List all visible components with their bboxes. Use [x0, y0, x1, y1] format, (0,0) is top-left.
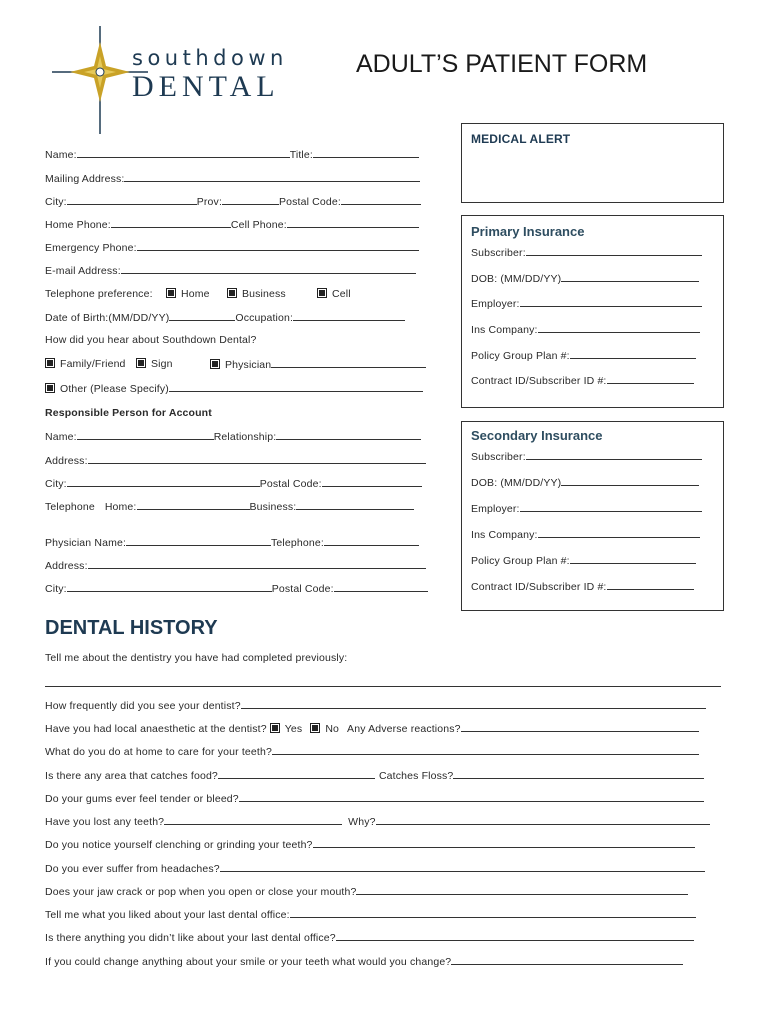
secondary-employer-field[interactable]: Employer:	[471, 502, 702, 515]
dental-history-title: DENTAL HISTORY	[45, 617, 218, 639]
primary-dob-field[interactable]: DOB: (MM/DD/YY)	[471, 272, 699, 285]
telephone-preference: Telephone preference:	[45, 288, 153, 300]
responsible-address-field[interactable]: Address:	[45, 454, 426, 467]
history-q10[interactable]: Does your jaw crack or pop when you open or close your mouth?	[45, 885, 688, 898]
referral-other-checkbox[interactable]: Other (Please Specify)	[42, 382, 423, 395]
pref-cell-checkbox[interactable]: Cell	[314, 288, 351, 300]
responsible-city-field[interactable]: City: Postal Code:	[45, 477, 422, 490]
secondary-insurance-title: Secondary Insurance	[471, 428, 603, 443]
primary-policy-field[interactable]: Policy Group Plan #:	[471, 349, 696, 362]
phone-field[interactable]: Home Phone: Cell Phone:	[45, 218, 419, 231]
name-field[interactable]: Name: Title:	[45, 148, 419, 161]
referral-family-checkbox[interactable]: Family/Friend	[42, 358, 126, 370]
primary-contract-field[interactable]: Contract ID/Subscriber ID #:	[471, 374, 694, 387]
medical-alert-title: MEDICAL ALERT	[471, 132, 571, 146]
pref-home-checkbox[interactable]: Home	[163, 288, 210, 300]
secondary-insurance-box	[461, 421, 724, 611]
physician-address-field[interactable]: Address:	[45, 559, 426, 572]
history-q5[interactable]: Is there any area that catches food? Catches Floss?	[45, 769, 704, 782]
responsible-heading: Responsible Person for Account	[45, 407, 212, 419]
physician-name-field[interactable]: Physician Name: Telephone:	[45, 536, 419, 549]
history-q9[interactable]: Do you ever suffer from headaches?	[45, 862, 705, 875]
referral-physician-checkbox[interactable]: Physician	[207, 358, 426, 371]
email-field[interactable]: E-mail Address:	[45, 264, 416, 277]
primary-ins-company-field[interactable]: Ins Company:	[471, 323, 700, 336]
emergency-phone-field[interactable]: Emergency Phone:	[45, 241, 419, 254]
medical-alert-box[interactable]	[461, 123, 724, 203]
secondary-subscriber-field[interactable]: Subscriber:	[471, 450, 702, 463]
history-q3[interactable]: Have you had local anaesthetic at the dentist? Yes No Any Adverse reactions?	[45, 722, 699, 735]
primary-insurance-box	[461, 215, 724, 408]
logo	[50, 24, 310, 136]
history-q1-answer-line[interactable]	[45, 686, 721, 687]
responsible-telephone-field[interactable]: Telephone Home: Business:	[45, 500, 414, 513]
secondary-ins-company-field[interactable]: Ins Company:	[471, 528, 700, 541]
pref-business-checkbox[interactable]: Business	[224, 288, 286, 300]
secondary-dob-field[interactable]: DOB: (MM/DD/YY)	[471, 476, 699, 489]
referral-sign-checkbox[interactable]: Sign	[133, 358, 173, 370]
dob-occupation-field[interactable]: Date of Birth:(MM/DD/YY) Occupation:	[45, 311, 405, 324]
history-q2[interactable]: How frequently did you see your dentist?	[45, 699, 706, 712]
logo-dental: DENTAL	[132, 70, 280, 103]
history-q11[interactable]: Tell me what you liked about your last dental office:	[45, 908, 696, 921]
history-q8[interactable]: Do you notice yourself clenching or grinding your teeth?	[45, 838, 695, 851]
responsible-name-field[interactable]: Name: Relationship:	[45, 430, 421, 443]
physician-city-field[interactable]: City: Postal Code:	[45, 582, 428, 595]
secondary-contract-field[interactable]: Contract ID/Subscriber ID #:	[471, 580, 694, 593]
secondary-policy-field[interactable]: Policy Group Plan #:	[471, 554, 696, 567]
history-q1: Tell me about the dentistry you have had completed previously:	[45, 652, 348, 664]
history-q6[interactable]: Do your gums ever feel tender or bleed?	[45, 792, 704, 805]
referral-question: How did you hear about Southdown Dental?	[45, 334, 257, 346]
logo-southdown: southdown	[132, 46, 288, 70]
history-q7[interactable]: Have you lost any teeth? Why?	[45, 815, 710, 828]
history-q13[interactable]: If you could change anything about your smile or your teeth what would you change?	[45, 955, 683, 968]
mailing-address-field[interactable]: Mailing Address:	[45, 172, 420, 185]
history-q12[interactable]: Is there anything you didn’t like about your last dental office?	[45, 931, 694, 944]
primary-employer-field[interactable]: Employer:	[471, 297, 702, 310]
primary-subscriber-field[interactable]: Subscriber:	[471, 246, 702, 259]
primary-insurance-title: Primary Insurance	[471, 224, 585, 239]
history-q4[interactable]: What do you do at home to care for your teeth?	[45, 745, 699, 758]
page-title: ADULT’S PATIENT FORM	[356, 50, 648, 78]
city-field[interactable]: City: Prov: Postal Code:	[45, 195, 421, 208]
